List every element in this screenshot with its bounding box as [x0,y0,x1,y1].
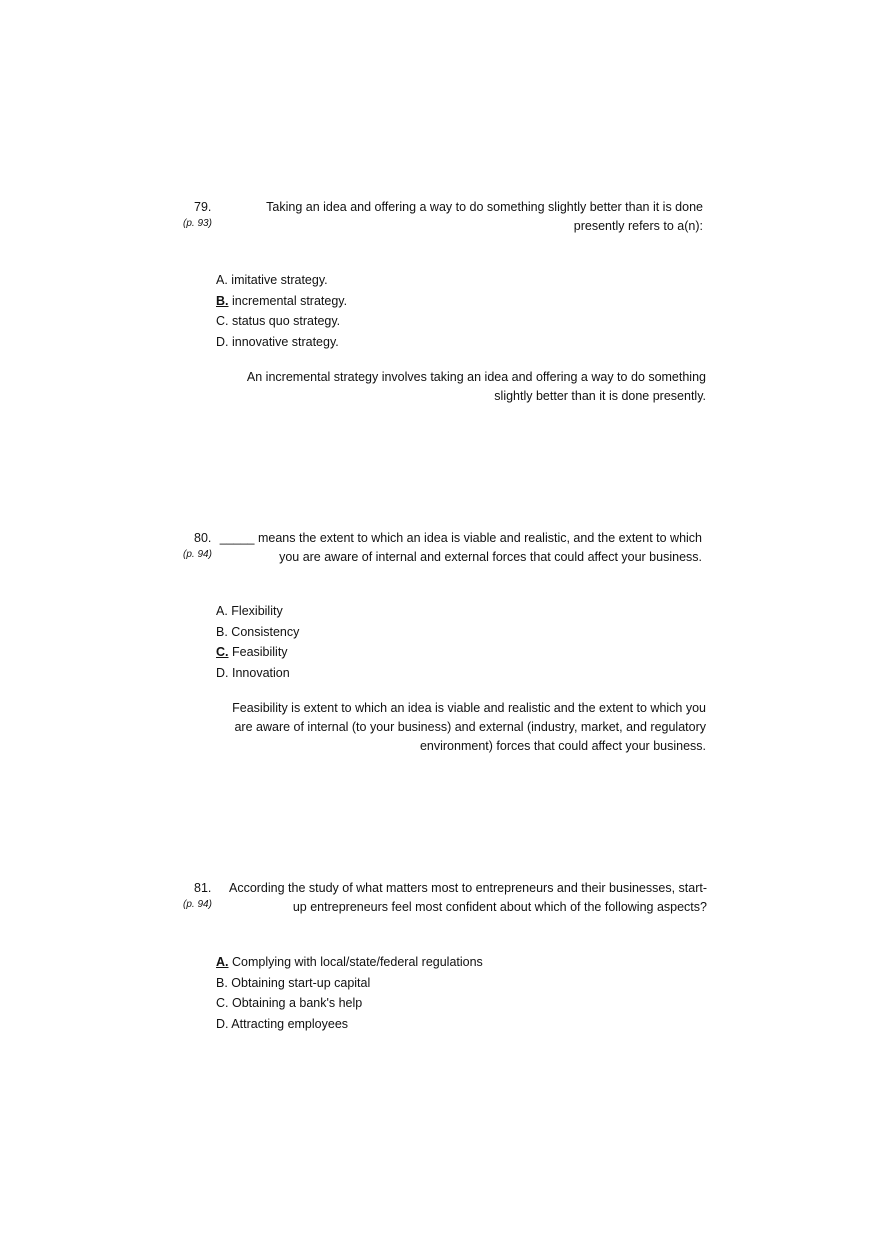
question-79-explanation-line2: slightly better than it is done presently. [494,389,706,403]
question-81-options [216,952,483,1034]
question-80-explanation-line1: Feasibility is extent to which an idea is viable and realistic and the extent to which you [232,701,706,715]
option-text: Innovation [231,665,290,680]
option-text: Obtaining start-up capital [231,975,371,990]
option-letter-correct: A. [216,955,229,969]
option-letter-correct: C. [216,645,229,659]
option-letter: A. [216,604,228,618]
question-81-option-b[interactable] [216,973,483,994]
option-letter-correct: B. [216,293,229,308]
question-81-number: 81. [194,881,212,895]
question-79-option-c[interactable] [216,311,347,332]
question-79-stem-line2: presently refers to a(n): [573,219,703,233]
question-79-stem [230,198,703,236]
question-81-option-d[interactable] [216,1014,483,1035]
question-79-explanation [216,368,706,406]
question-79-explanation-line1: An incremental strategy involves taking an idea and offering a way to do something [246,370,706,384]
option-text: Attracting employees [231,1016,349,1031]
question-81-option-c[interactable] [216,993,483,1014]
question-79-stem-line1: Taking an idea and offering a way to do something slightly better than it is done [266,200,703,214]
option-letter: D. [216,665,229,680]
question-79-option-a[interactable] [216,270,347,291]
question-80-explanation-line3: environment) forces that could affect your business. [419,739,706,753]
question-80-page-ref: (p. 94) [183,549,212,560]
question-81-stem-line1: According the study of what matters most to entrepreneurs and their businesses, start- [228,881,707,895]
question-80-stem-line1: _____ means the extent to which an idea is viable and realistic, and the extent to which [219,531,702,545]
question-80-option-c[interactable] [216,642,299,663]
question-79-number: 79. [194,200,212,214]
question-80-explanation [206,699,706,756]
question-80-option-b[interactable] [216,622,299,643]
question-81-option-a[interactable] [216,952,483,973]
option-text: status quo strategy. [231,314,341,328]
question-80-stem-line2: you are aware of internal and external forces that could affect your business. [279,550,702,564]
option-letter: B. [216,624,228,639]
question-81-stem [214,879,707,917]
option-text: Flexibility [231,604,283,618]
option-letter: D. [216,334,229,349]
option-letter: D. [216,1016,229,1031]
option-letter: C. [216,996,229,1010]
question-80-options [216,601,299,683]
option-text: Complying with local/state/federal regulations [231,955,483,969]
option-letter: B. [216,975,228,990]
question-80-option-a[interactable] [216,601,299,622]
option-text: Consistency [231,624,300,639]
question-79-option-d[interactable] [216,332,347,353]
question-81-stem-line2: up entrepreneurs feel most confident about which of the following aspects? [292,900,707,914]
option-letter: A. [216,273,228,287]
option-text: imitative strategy. [231,273,328,287]
question-79-page-ref: (p. 93) [183,218,212,229]
question-80-stem [206,529,702,567]
question-81-page-ref: (p. 94) [183,899,212,910]
option-text: Obtaining a bank's help [231,996,363,1010]
option-text: innovative strategy. [231,334,339,349]
question-79-options [216,270,347,352]
option-letter: C. [216,314,229,328]
question-80-option-d[interactable] [216,663,299,684]
option-text: incremental strategy. [231,293,348,308]
option-text: Feasibility [231,645,288,659]
question-80-explanation-line2: are aware of internal (to your business) and external (industry, market, and regulatory [234,720,706,734]
question-79-option-b[interactable] [216,291,347,312]
question-80-number: 80. [194,531,212,545]
